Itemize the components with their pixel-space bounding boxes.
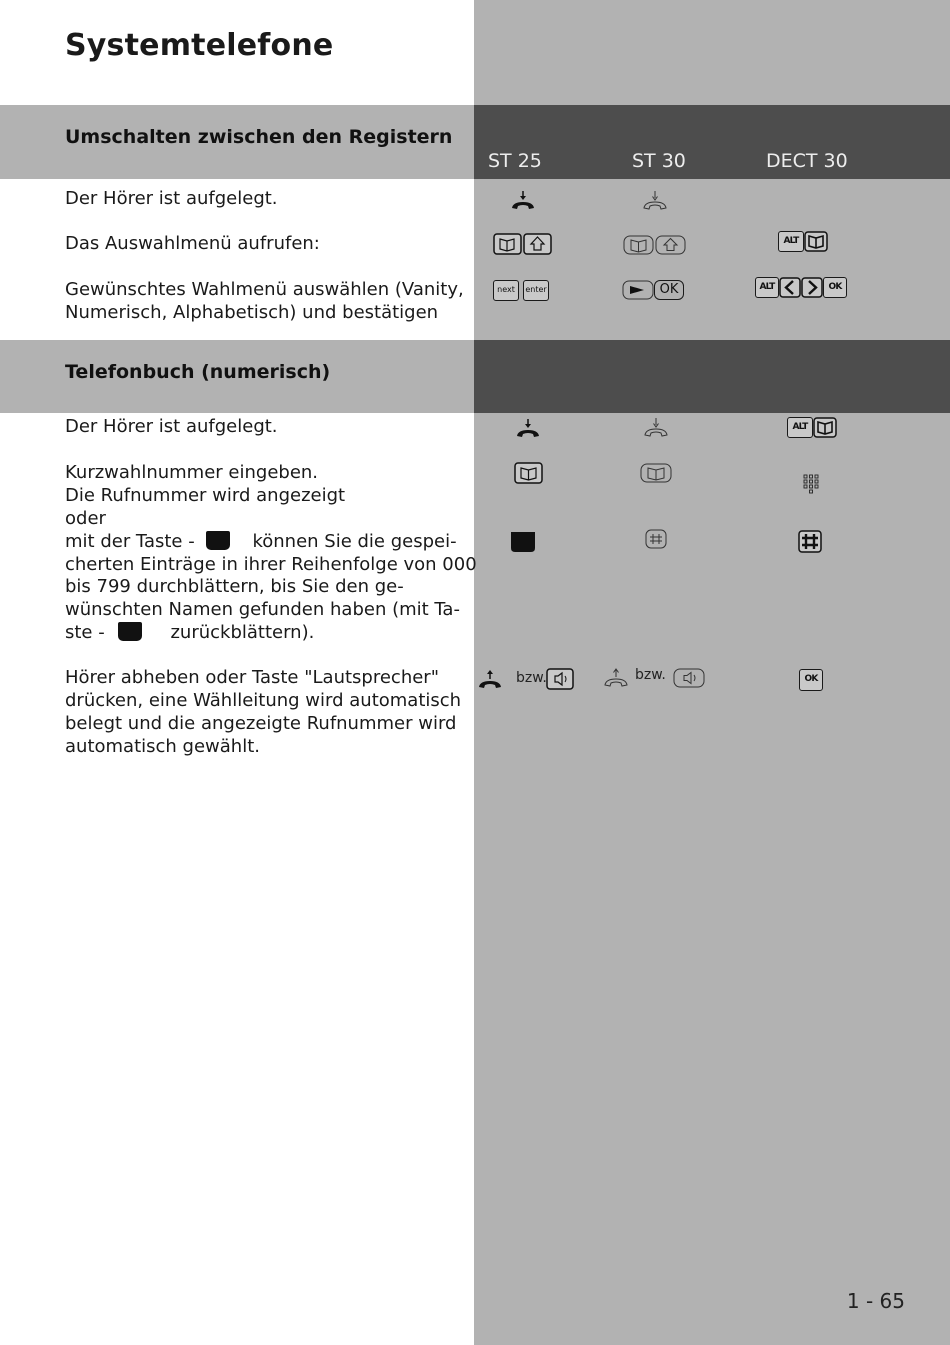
left-arrow-key-icon [779,277,801,298]
step-enter-speed-dial-line1: Kurzwahlnummer eingeben. [65,462,319,483]
handset-hang-up-outline-icon [643,417,669,439]
phonebook-key-outline-icon [640,463,672,483]
step-dial-line3: belegt und die angezeigte Rufnummer wird [65,713,457,734]
step-open-selection-menu: Das Auswahlmenü aufrufen: [65,233,320,254]
alt-key: ALT [778,231,804,252]
step-handset-on-hook-2: Der Hörer ist aufgelegt. [65,416,278,437]
dect-ok-key: OK [823,277,847,298]
next-key: next [493,280,519,301]
browse-suffix: können Sie die gespei- [252,531,457,552]
step-select-dial-menu-line1: Gewünschtes Wahlmenü auswählen (Vanity, [65,279,464,300]
dect30-menu-keys [778,231,828,252]
phonebook-key-icon [804,231,828,252]
step-enter-speed-dial-line3: oder [65,508,106,529]
step-browse-line2: cherten Einträge in ihrer Reihenfolge von 000 [65,554,477,575]
keypad-icon [803,474,819,495]
browse-back-prefix: ste - [65,622,105,643]
section1-header-right [474,105,950,179]
or-label-st30: bzw. [635,667,666,683]
browse-forward-key-icon [206,531,230,550]
handset-pick-up-outline-icon [603,667,629,689]
hash-key-outline-icon [645,529,667,549]
st25-confirm-keys [493,280,549,301]
loudspeaker-key-outline-icon [673,668,705,688]
step-browse-line5 [65,622,314,645]
handset-hang-up-icon [515,418,541,440]
or-label-st25: bzw. [516,670,547,686]
step-dial-line1: Hörer abheben oder Taste "Lautsprecher" [65,667,439,688]
loudspeaker-key-icon [546,668,574,690]
ok-key: OK [654,280,684,300]
handset-hang-up-icon [510,190,536,212]
phonebook-key-icon [514,462,543,484]
step-dial-line4: automatisch gewählt. [65,736,260,757]
section2-header-right [474,340,950,413]
step-enter-speed-dial-line2: Die Rufnummer wird angezeigt [65,485,346,506]
step-select-dial-menu-line2: Numerisch, Alphabetisch) und bestätigen [65,302,439,323]
browse-back-key-icon [118,622,142,641]
step-browse-line4: wünschten Namen gefunden haben (mit Ta- [65,599,460,620]
st30-confirm-keys [622,280,684,300]
column-head-st25: ST 25 [488,150,542,172]
handset-pick-up-icon [477,669,503,691]
dect-ok-key: OK [799,669,823,691]
browse-forward-key-icon [510,531,536,553]
step-browse-line1 [65,531,457,554]
dect30-confirm-keys [755,277,847,298]
arrow-right-key-icon [622,280,654,300]
column-head-dect30: DECT 30 [766,150,848,172]
step-handset-on-hook: Der Hörer ist aufgelegt. [65,188,278,209]
handset-hang-up-outline-icon [642,190,668,212]
browse-back-suffix: zurückblättern). [170,622,315,643]
browse-prefix: mit der Taste - [65,531,195,552]
column-head-st30: ST 30 [632,150,686,172]
section1-title: Umschalten zwischen den Registern [65,126,453,148]
enter-key: enter [523,280,549,301]
step-browse-line3: bis 799 durchblättern, bis Sie den ge- [65,576,404,597]
hash-key-icon [798,530,822,553]
step-dial-line2: drücken, eine Wählleitung wird automatisch [65,690,462,711]
page-title: Systemtelefone [65,28,334,63]
dect30-phonebook-keys [787,417,837,438]
phonebook-shift-keys-icon [493,233,553,255]
phonebook-key-icon [813,417,837,438]
alt-key: ALT [787,417,813,438]
section2-title: Telefonbuch (numerisch) [65,361,331,383]
page-number: 1 - 65 [846,1289,905,1313]
phonebook-shift-keys-outline-icon [623,235,687,255]
st30-menu-keys [623,235,687,259]
alt-key: ALT [755,277,779,298]
right-arrow-key-icon [801,277,823,298]
st25-menu-keys [493,233,553,259]
